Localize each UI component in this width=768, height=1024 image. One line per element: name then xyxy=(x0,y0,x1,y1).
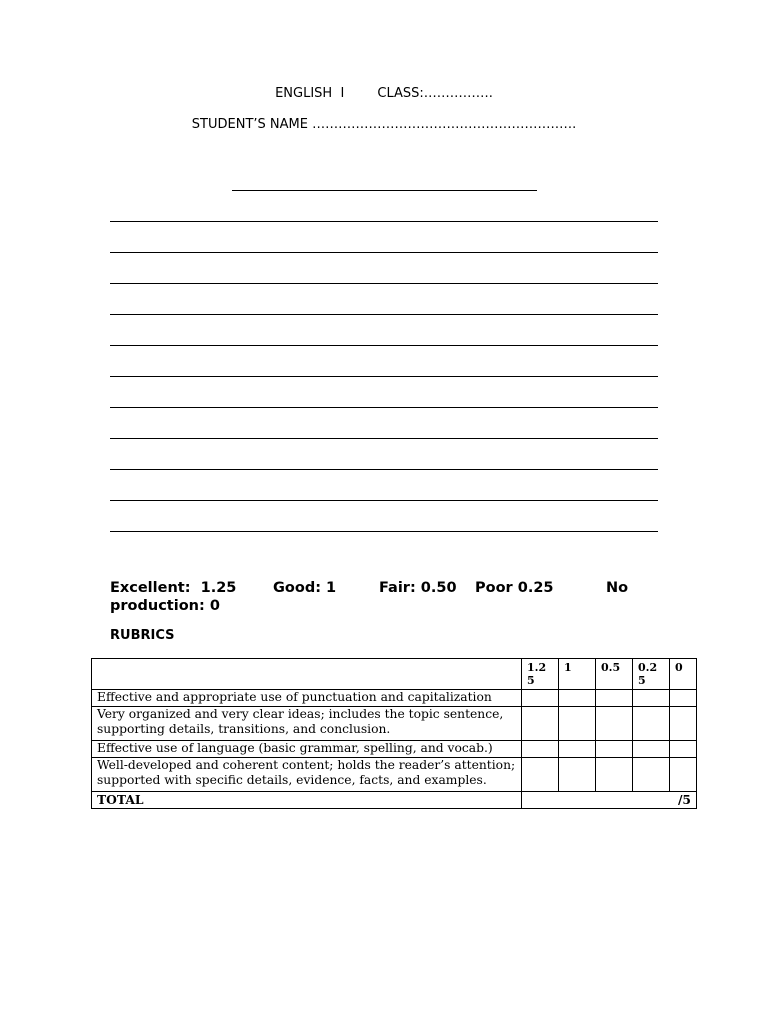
score-cell[interactable] xyxy=(522,707,559,741)
student-name-line: STUDENT’S NAME ……………………………………………………. xyxy=(191,117,577,132)
writing-line[interactable] xyxy=(110,469,658,470)
score-cell[interactable] xyxy=(670,741,697,758)
rubric-table xyxy=(91,658,697,809)
table-row xyxy=(92,690,697,707)
scale-good: Good: 1 xyxy=(273,580,337,596)
score-cell[interactable] xyxy=(596,741,633,758)
score-cell[interactable] xyxy=(633,758,670,792)
table-row xyxy=(92,741,697,758)
rubrics-heading: RUBRICS xyxy=(110,628,175,643)
score-header-0-5: 0.5 xyxy=(596,659,633,690)
title-blank-line[interactable] xyxy=(232,190,537,191)
total-score[interactable]: /5 xyxy=(522,792,697,809)
criterion-content: Well-developed and coherent content; holds the reader’s attention; supported with specific details, evidence, facts, and examples. xyxy=(92,758,522,792)
scale-fair: Fair: 0.50 xyxy=(379,580,457,596)
total-label: TOTAL xyxy=(92,792,522,809)
score-cell[interactable] xyxy=(633,707,670,741)
score-cell[interactable] xyxy=(596,758,633,792)
scale-no-prefix: No xyxy=(606,580,629,596)
score-cell[interactable] xyxy=(670,690,697,707)
score-cell[interactable] xyxy=(522,758,559,792)
score-cell[interactable] xyxy=(633,690,670,707)
writing-line[interactable] xyxy=(110,407,658,408)
score-cell[interactable] xyxy=(670,707,697,741)
writing-line[interactable] xyxy=(110,500,658,501)
table-row xyxy=(92,758,697,792)
score-cell[interactable] xyxy=(559,758,596,792)
rubric-header-row xyxy=(92,659,697,690)
score-header-1-25: 1.25 xyxy=(522,659,559,690)
score-cell[interactable] xyxy=(522,690,559,707)
grading-scale xyxy=(110,579,670,615)
scale-poor: Poor 0.25 xyxy=(475,580,554,596)
criterion-punctuation: Effective and appropriate use of punctuation and capitalization xyxy=(92,690,522,707)
score-header-1: 1 xyxy=(559,659,596,690)
score-cell[interactable] xyxy=(559,707,596,741)
score-cell[interactable] xyxy=(670,758,697,792)
scale-excellent: Excellent: 1.25 xyxy=(110,580,237,596)
writing-line[interactable] xyxy=(110,252,658,253)
score-cell[interactable] xyxy=(633,741,670,758)
criteria-header-cell xyxy=(92,659,522,690)
criterion-organization: Very organized and very clear ideas; includes the topic sentence, supporting details, transitions, and conclusion. xyxy=(92,707,522,741)
writing-line[interactable] xyxy=(110,221,658,222)
score-cell[interactable] xyxy=(596,707,633,741)
writing-line[interactable] xyxy=(110,376,658,377)
writing-line[interactable] xyxy=(110,438,658,439)
score-cell[interactable] xyxy=(559,741,596,758)
writing-line[interactable] xyxy=(110,531,658,532)
score-cell[interactable] xyxy=(559,690,596,707)
total-row xyxy=(92,792,697,809)
score-cell[interactable] xyxy=(522,741,559,758)
writing-line[interactable] xyxy=(110,314,658,315)
scale-no-production: production: 0 xyxy=(110,598,220,614)
table-row xyxy=(92,707,697,741)
score-header-0-25: 0.25 xyxy=(633,659,670,690)
course-class-line: ENGLISH I CLASS:……………. xyxy=(275,86,493,101)
score-header-0: 0 xyxy=(670,659,697,690)
criterion-language: Effective use of language (basic grammar, spelling, and vocab.) xyxy=(92,741,522,758)
score-cell[interactable] xyxy=(596,690,633,707)
writing-line[interactable] xyxy=(110,283,658,284)
writing-line[interactable] xyxy=(110,345,658,346)
